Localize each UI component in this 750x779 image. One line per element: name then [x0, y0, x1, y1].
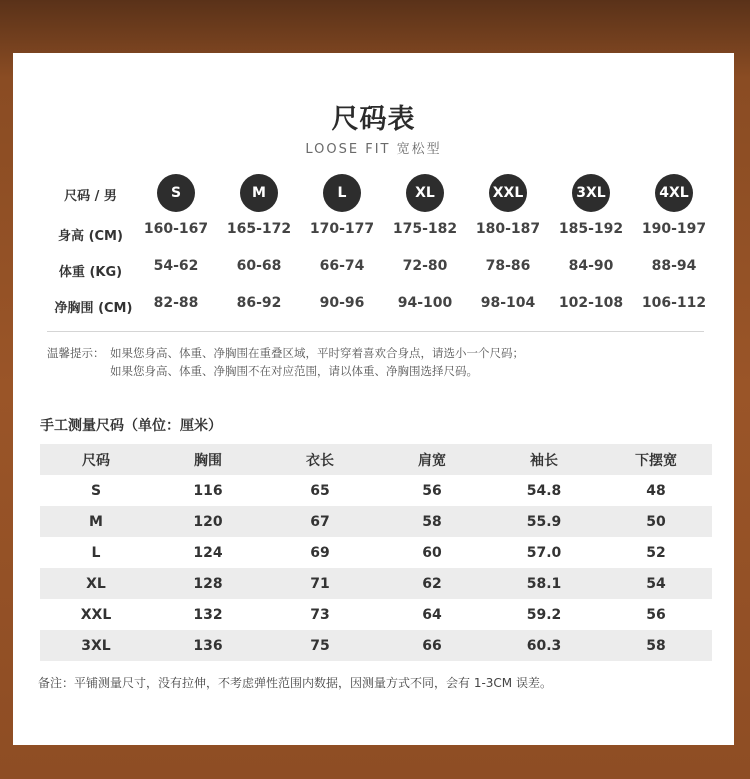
table-cell: 58: [422, 513, 442, 530]
column-header: 衣长: [306, 452, 334, 469]
height-cell: 165-172: [226, 221, 292, 237]
table-cell: 66: [422, 637, 442, 654]
table-cell: 71: [310, 575, 330, 592]
weight-cell: 60-68: [236, 258, 282, 274]
chest-cell: 98-104: [480, 295, 536, 311]
table-cell: 54.8: [526, 482, 562, 499]
height-cell: 185-192: [558, 221, 624, 237]
footnote: 备注：平铺测量尺寸，没有拉伸，不考虑弹性范围内数据，因测量方式不同，会有 1-3CM 误差。: [38, 676, 552, 690]
table-cell: S: [90, 482, 102, 499]
table-cell: 136: [193, 637, 223, 654]
chest-cell: 102-108: [558, 295, 624, 311]
table-cell: 128: [193, 575, 223, 592]
table-cell: 56: [646, 606, 666, 623]
table-cell: 64: [422, 606, 442, 623]
table-cell: 59.2: [526, 606, 562, 623]
measure-section-title: 手工测量尺码（单位：厘米）: [40, 418, 222, 434]
table-cell: 50: [646, 513, 666, 530]
table-cell: 67: [310, 513, 330, 530]
column-header: 袖长: [530, 452, 558, 469]
table-cell: 62: [422, 575, 442, 592]
tip-line-1: 如果您身高、体重、净胸围在重叠区域，平时穿着喜欢合身点，请选小一个尺码；: [110, 346, 524, 360]
weight-cell: 72-80: [402, 258, 448, 274]
table-cell: 58: [646, 637, 666, 654]
column-header: 下摆宽: [635, 452, 677, 469]
size-badge-4xl: 4XL: [655, 174, 693, 212]
chest-cell: 94-100: [397, 295, 453, 311]
size-badge-l: L: [323, 174, 361, 212]
table-cell: 48: [646, 482, 666, 499]
table-cell: 116: [193, 482, 223, 499]
table-row: [40, 506, 712, 537]
table-cell: 73: [310, 606, 330, 623]
weight-cell: 54-62: [153, 258, 199, 274]
table-cell: L: [91, 544, 101, 561]
table-cell: 69: [310, 544, 330, 561]
size-badge-s: S: [157, 174, 195, 212]
page-subtitle: LOOSE FIT 宽松型: [305, 142, 442, 157]
tip-label: 温馨提示：: [47, 346, 105, 360]
table-cell: XXL: [80, 606, 112, 623]
measure-table: [40, 444, 712, 661]
height-cell: 170-177: [309, 221, 375, 237]
table-cell: M: [89, 513, 103, 530]
table-row: [40, 630, 712, 661]
tip-line-2: 如果您身高、体重、净胸围不在对应范围，请以体重、净胸围选择尺码。: [110, 364, 478, 378]
table-cell: 55.9: [526, 513, 562, 530]
table-cell: 58.1: [526, 575, 562, 592]
table-row: [40, 537, 712, 568]
weight-cell: 88-94: [651, 258, 697, 274]
table-cell: 60: [422, 544, 442, 561]
height-cell: 160-167: [143, 221, 209, 237]
table-row: [40, 568, 712, 599]
height-cell: 180-187: [475, 221, 541, 237]
table-cell: 75: [310, 637, 330, 654]
table-cell: 56: [422, 482, 442, 499]
table-cell: 3XL: [81, 637, 111, 654]
table-cell: 57.0: [526, 544, 562, 561]
page-title: 尺码表: [331, 104, 416, 135]
size-badge-3xl: 3XL: [572, 174, 610, 212]
table-cell: 132: [193, 606, 223, 623]
column-header: 尺码: [82, 452, 110, 469]
chest-cell: 86-92: [236, 295, 282, 311]
table-cell: 54: [646, 575, 666, 592]
size-header-label: 尺码 / 男: [64, 189, 117, 204]
height-label: 身高 (CM): [58, 229, 123, 244]
chest-label: 净胸围 (CM): [54, 301, 133, 316]
table-row: [40, 599, 712, 630]
size-badge-xxl: XXL: [489, 174, 527, 212]
weight-cell: 78-86: [485, 258, 531, 274]
height-cell: 190-197: [641, 221, 707, 237]
table-row: [40, 475, 712, 506]
size-badge-m: M: [240, 174, 278, 212]
divider: [47, 331, 704, 332]
weight-label: 体重 (KG): [58, 265, 123, 280]
table-header-row: [40, 444, 712, 475]
chest-cell: 82-88: [153, 295, 199, 311]
table-cell: XL: [86, 575, 106, 592]
chest-cell: 106-112: [641, 295, 707, 311]
table-cell: 52: [646, 544, 666, 561]
size-badge-xl: XL: [406, 174, 444, 212]
column-header: 肩宽: [418, 452, 446, 469]
weight-cell: 66-74: [319, 258, 365, 274]
table-cell: 124: [193, 544, 223, 561]
chest-cell: 90-96: [319, 295, 365, 311]
table-cell: 65: [310, 482, 330, 499]
size-chart-card: [13, 53, 734, 745]
table-cell: 120: [193, 513, 223, 530]
table-cell: 60.3: [526, 637, 562, 654]
weight-cell: 84-90: [568, 258, 614, 274]
height-cell: 175-182: [392, 221, 458, 237]
column-header: 胸围: [194, 452, 222, 469]
